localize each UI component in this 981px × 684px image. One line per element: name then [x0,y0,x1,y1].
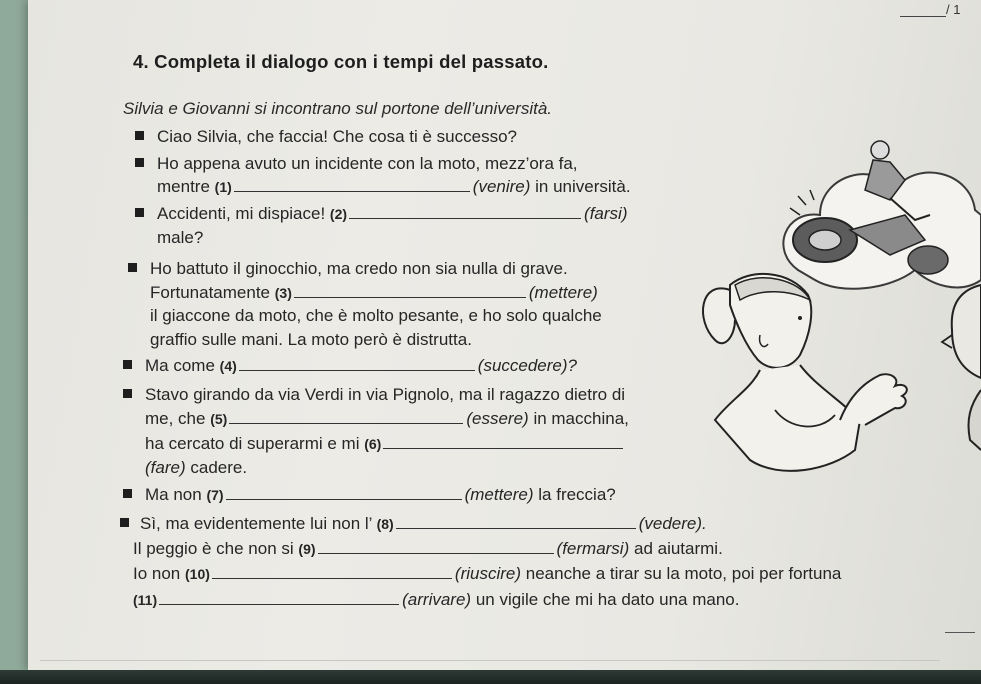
woman-thinking-of-motorbike-crash-illustration [690,120,981,530]
verb-hint: (fermarsi) [556,539,630,558]
dialogue-text: la freccia? [538,485,616,504]
dialogue-line [133,590,739,610]
dialogue-line: male? [157,228,204,247]
score-field[interactable] [900,2,960,17]
speaker-bullet [135,158,144,167]
speaker-bullet [128,263,137,272]
answer-blank-11[interactable] [159,590,399,605]
dialogue-line [157,204,628,224]
score-label: / 1 [946,2,961,17]
item-number: (3) [274,285,292,301]
dialogue-line [133,539,723,559]
dialogue-line: Ho battuto il ginocchio, ma credo non sia nulla di grave. [150,259,568,278]
dialogue-text: Io non [133,564,181,583]
margin-rule [945,632,975,633]
item-number: (7) [206,487,224,503]
dialogue-text: me, che [145,409,206,428]
verb-hint: (fare) [145,458,186,477]
answer-blank-8[interactable] [396,514,636,529]
speaker-bullet [135,131,144,140]
dialogue-text: ad aiutarmi. [633,539,723,558]
dialogue-text: Accidenti, mi dispiace! [157,204,326,223]
item-number: (11) [133,592,158,608]
verb-hint: (riuscire) [454,564,522,583]
desk-edge [0,670,981,684]
speaker-bullet [123,360,132,369]
dialogue-text: Ma non [145,485,202,504]
dialogue-line [133,564,841,584]
speaker-bullet [120,518,129,527]
dialogue-text: mentre [157,177,210,196]
answer-blank-2[interactable] [349,204,581,219]
dialogue-text: Il peggio è che non si [133,539,294,558]
dialogue-line: graffio sulle mani. La moto però è distrutta. [150,330,472,349]
dialogue-line [145,434,626,454]
page-edge-rule [40,660,940,661]
answer-blank-1[interactable] [234,177,470,192]
answer-blank-7[interactable] [226,485,462,500]
verb-hint: (vedere). [638,514,707,533]
answer-blank-3[interactable] [294,283,526,298]
verb-hint: (arrivare) [402,590,472,609]
speaker-bullet [135,208,144,217]
verb-hint: (essere) [466,409,529,428]
dialogue-text: Sì, ma evidentemente lui non l’ [140,514,372,533]
item-number: (2) [329,206,348,222]
dialogue-text: un vigile che mi ha dato una mano. [475,590,740,609]
score-blank[interactable] [900,16,946,17]
verb-hint: (mettere) [528,283,598,302]
dialogue-line: Ho appena avuto un incidente con la moto, mezz’ora fa, [157,154,578,173]
verb-hint: (succedere)? [477,356,577,375]
item-number: (10) [185,566,210,582]
speaker-bullet [123,489,132,498]
exercise-intro: Silvia e Giovanni si incontrano sul portone dell’università. [123,99,553,118]
dialogue-line [145,485,616,505]
dialogue-line [145,356,577,376]
dialogue-line [145,409,629,429]
dialogue-line [150,283,598,303]
dialogue-text: in macchina, [533,409,629,428]
dialogue-text: Ma come [145,356,215,375]
answer-blank-10[interactable] [212,564,452,579]
dialogue-line [145,458,247,478]
answer-blank-6[interactable] [383,434,623,449]
answer-blank-4[interactable] [239,356,475,371]
item-number: (9) [298,541,316,557]
speaker-bullet [123,389,132,398]
dialogue-line: Ciao Silvia, che faccia! Che cosa ti è successo? [157,127,518,146]
dialogue-line: Stavo girando da via Verdi in via Pignolo, ma il ragazzo dietro di [145,385,626,404]
item-number: (4) [219,358,237,374]
verb-hint: (mettere) [464,485,534,504]
exercise-title: 4. Completa il dialogo con i tempi del passato. [133,51,549,72]
answer-blank-5[interactable] [229,409,463,424]
answer-blank-9[interactable] [318,539,554,554]
item-number: (8) [376,516,394,532]
item-number: (5) [210,411,228,427]
verb-hint: (venire) [472,177,531,196]
dialogue-text: ha cercato di superarmi e mi [145,434,360,453]
verb-hint: (farsi) [584,204,628,223]
dialogue-text: in università. [535,177,631,196]
dialogue-text: neanche a tirar su la moto, poi per fortuna [525,564,842,583]
dialogue-line: il giaccone da moto, che è molto pesante, e ho solo qualche [150,306,602,325]
dialogue-text: Fortunatamente [150,283,271,302]
item-number: (6) [364,436,382,452]
item-number: (1) [214,179,232,195]
dialogue-line [157,177,631,197]
dialogue-line [140,514,707,534]
dialogue-text: cadere. [190,458,248,477]
